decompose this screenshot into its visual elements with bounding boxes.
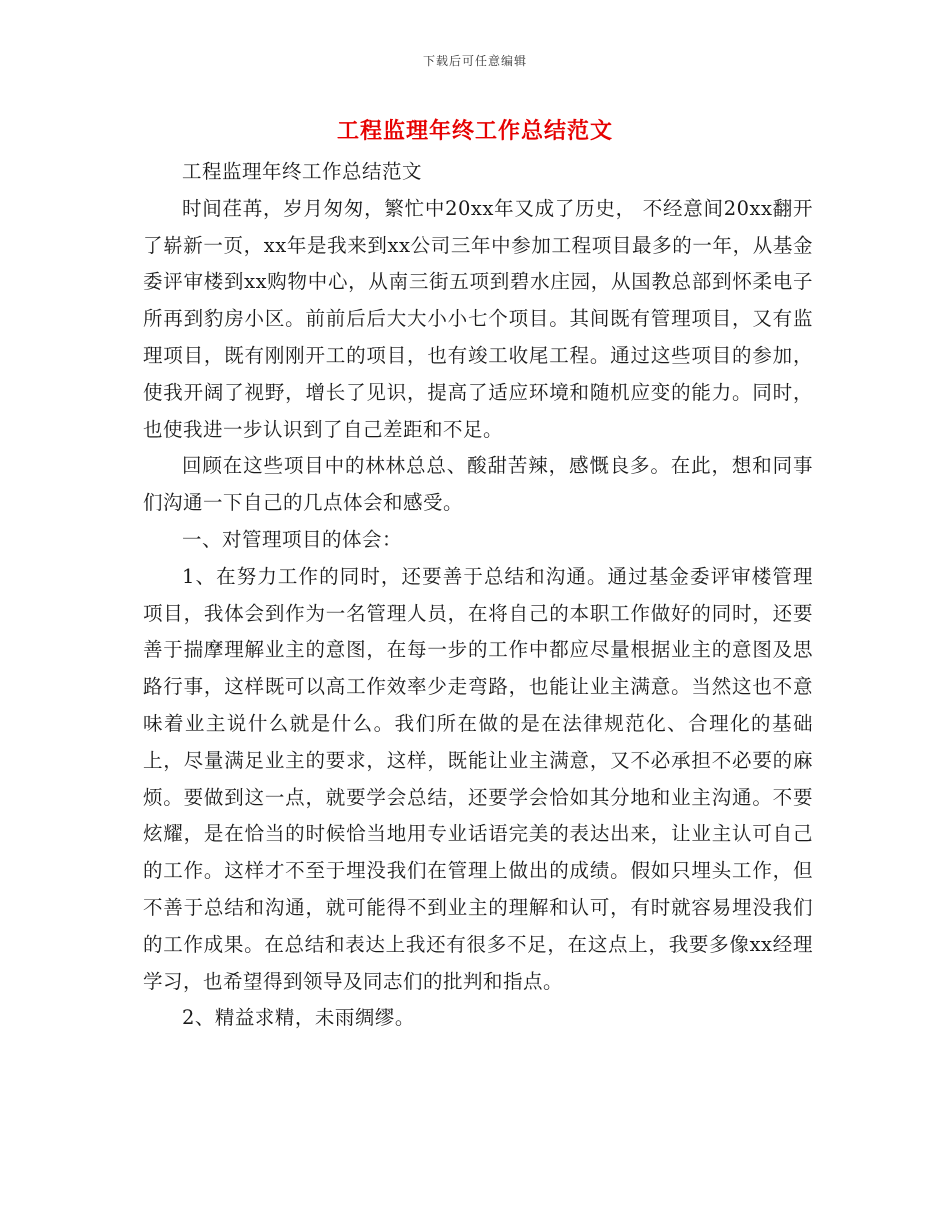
paragraph-point-2: 2、精益求精，未雨绸缪。 [182,1006,415,1030]
page-header: 下载后可任意编辑 [422,54,527,68]
document-body [143,154,813,1037]
document-title: 工程监理年终工作总结范文 [336,118,613,144]
paragraph-subtitle: 工程监理年终工作总结范文 [182,160,423,183]
section-heading-management: 一、对管理项目的体会： [182,527,403,551]
paragraph-point-1: 1、在努力工作的同时，还要善于总结和沟通。通过基金委评审楼管理项目，我体会到作为一名管理人员，在将自己的本职工作做好的同时，还要善于揣摩理解业主的意图，在每一步的工作中都应尽量根据业主的意图及思路行事，这样既可以高工作效率少走弯路，也能让业主满意。当然这也不意味着业主说什么就是什么。我们所在做的是在法律规范化、合理化的基础上，尽量满足业主的要求，这样，既能让业主满意，又不必承担不必要的麻烦。要做到这一点，就要学会总结，还要学会恰如其分地和业主沟通。不要炫耀，是在恰当的时候恰当地用专业话语完美的表达出来，让业主认可自己的工作。这样才不至于埋没我们在管理上做出的成绩。假如只埋头工作，但不善于总结和沟通，就可能得不到业主的理解和认可，有时就容易埋没我们的工作成果。在总结和表达上我还有很多不足，在这点上，我要多像xx经理学习，也希望得到领导及同志们的批判和指点。 [143,564,813,993]
paragraph-review: 回顾在这些项目中的林林总总、酸甜苦辣，感慨良多。在此，想和同事们沟通一下自己的几点体会和感受。 [143,454,813,515]
paragraph-intro: 时间荏苒，岁月匆匆，繁忙中20xx年又成了历史， 不经意间20xx翻开了崭新一页，xx年是我来到xx公司三年中参加工程项目最多的一年，从基金委评审楼到xx购物中心，从南三街五项到碧水庄园，从国教总部到怀柔电子所再到豹房小区。前前后后大大小小七个项目。其间既有管理项目，又有监理项目，既有刚刚开工的项目，也有竣工收尾工程。通过这些项目的参加，使我开阔了视野，增长了见识，提高了适应环境和随机应变的能力。同时，也使我进一步认识到了自己差距和不足。 [143,196,813,441]
